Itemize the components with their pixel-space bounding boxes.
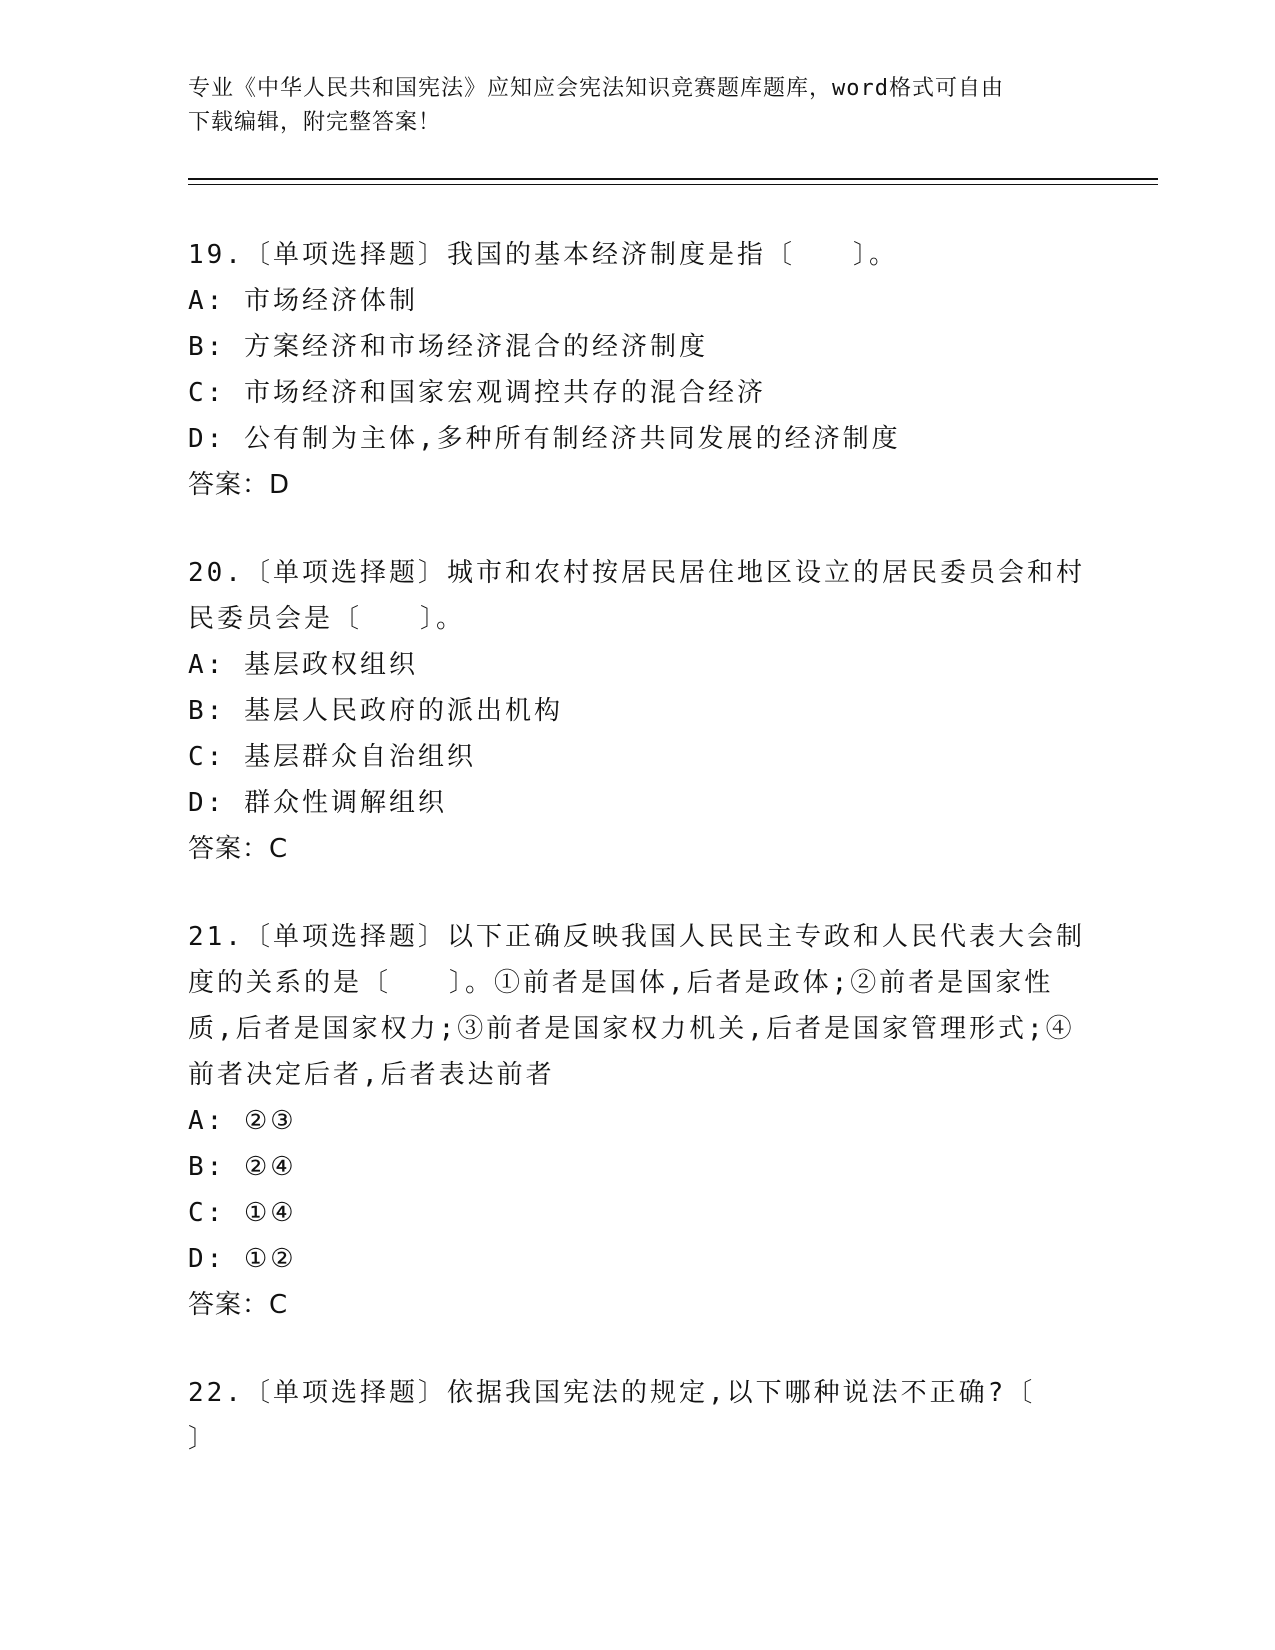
document-header	[188, 72, 1068, 140]
question-stem: 21.〔单项选择题〕以下正确反映我国人民民主专政和人民代表大会制度的关系的是〔 〕。①前者是国体,后者是政体;②前者是国家性质,后者是国家权力;③前者是国家权力机关,后者是国家管理形式;④前者决定后者,后者表达前者	[188, 922, 1085, 1090]
header-divider-thick	[188, 178, 1158, 180]
answer: 答案：D	[188, 470, 291, 500]
option-c: C: 市场经济和国家宏观调控共存的混合经济	[188, 378, 766, 408]
header-line-2: 下载编辑，附完整答案！	[188, 110, 442, 135]
header-divider-thin	[188, 184, 1158, 185]
question-21	[188, 914, 1088, 1328]
answer: 答案：C	[188, 834, 289, 864]
option-d: D: ①②	[188, 1244, 297, 1274]
question-list	[188, 232, 1088, 1504]
question-22	[188, 1370, 1088, 1462]
question-stem: 22.〔单项选择题〕依据我国宪法的规定,以下哪种说法不正确?〔 〕	[188, 1378, 1036, 1454]
question-20	[188, 550, 1088, 872]
option-a: A: 市场经济体制	[188, 286, 418, 316]
option-c: C: 基层群众自治组织	[188, 742, 476, 772]
option-d: D: 群众性调解组织	[188, 788, 447, 818]
option-b: B: 方案经济和市场经济混合的经济制度	[188, 332, 708, 362]
question-19	[188, 232, 1088, 508]
question-stem: 19.〔单项选择题〕我国的基本经济制度是指〔 〕。	[188, 240, 898, 270]
option-a: A: ②③	[188, 1106, 297, 1136]
answer: 答案：C	[188, 1290, 289, 1320]
option-a: A: 基层政权组织	[188, 650, 418, 680]
option-d: D: 公有制为主体,多种所有制经济共同发展的经济制度	[188, 424, 901, 454]
option-b: B: 基层人民政府的派出机构	[188, 696, 563, 726]
header-line-1: 专业《中华人民共和国宪法》应知应会宪法知识竞赛题库题库，word格式可自由	[188, 76, 1004, 101]
question-stem: 20.〔单项选择题〕城市和农村按居民居住地区设立的居民委员会和村民委员会是〔 〕。	[188, 558, 1085, 634]
option-c: C: ①④	[188, 1198, 297, 1228]
option-b: B: ②④	[188, 1152, 297, 1182]
